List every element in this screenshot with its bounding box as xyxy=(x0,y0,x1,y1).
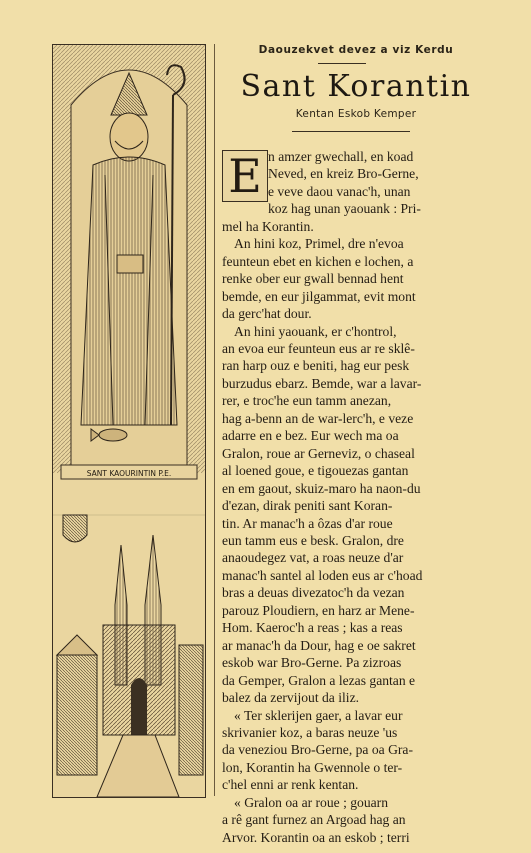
divider-short xyxy=(318,63,366,64)
text-line: « Ter sklerijen gaer, a lavar eur xyxy=(234,707,403,723)
text-line: en em gaout, skuiz-maro ha naon-du xyxy=(222,480,421,496)
illustration-caption: SANT KAOURINTIN P.E. xyxy=(86,469,172,478)
text-line: eun tamm eus e besk. Gralon, dre xyxy=(222,532,404,548)
text-line: Gralon, roue ar Gerneviz, o chaseal xyxy=(222,445,415,461)
text-line: c'hel enni ar renk kentan. xyxy=(222,777,359,793)
article-body xyxy=(222,148,498,846)
text-line: parouz Ploudiern, en harz ar Mene- xyxy=(222,602,415,618)
text-line: An hini yaouank, er c'hontrol, xyxy=(234,323,397,339)
page-subtitle: Kentan Eskob Kemper xyxy=(295,108,417,120)
text-line: Neved, en kreiz Bro-Gerne, xyxy=(268,166,419,182)
drop-cap: E xyxy=(222,150,268,202)
text-line: manac'h santel al loden eus ar c'hoad xyxy=(222,567,423,583)
text-line: hag a-benn an de war-lerc'h, e veze xyxy=(222,410,414,426)
text-line: tin. Ar manac'h a ôzas d'ar roue xyxy=(222,515,393,531)
text-line: renke ober eur gwall bennad hent xyxy=(222,271,404,287)
text-line: balez da zervijout da iliz. xyxy=(222,690,360,706)
text-line: eskob war Bro-Gerne. Pa zizroas xyxy=(222,655,402,671)
text-line: mel ha Korantin. xyxy=(222,218,314,234)
text-line: an evoa eur feunteun eus ar re sklê- xyxy=(222,340,415,356)
text-line: rer, e troc'he eun tamm anezan, xyxy=(222,393,392,409)
text-line: An hini koz, Primel, dre n'evoa xyxy=(234,236,404,252)
text-line: lon, Korantin ha Gwennole o ter- xyxy=(222,759,403,775)
text-line: da gerc'hat dour. xyxy=(222,306,312,322)
text-line: adarre en e bez. Eur wech ma oa xyxy=(222,428,399,444)
text-line: ran harp ouz e beniti, hag eur pesk xyxy=(222,358,410,374)
column-divider xyxy=(214,44,215,796)
text-line: anaoudegez vat, a roas neuze d'ar xyxy=(222,550,404,566)
text-line: da veneziou Bro-Gerne, pa oa Gra- xyxy=(222,742,413,758)
text-line: n amzer gwechall, en koad xyxy=(268,149,414,164)
text-line: « Gralon oa ar roue ; gouarn xyxy=(234,794,389,810)
page-kicker: Daouzekvet devez a viz Kerdu xyxy=(258,44,454,56)
text-line: bras a deuas divezatoc'h da vezan xyxy=(222,585,405,601)
text-line: skrivanier koz, a baras neuze 'us xyxy=(222,724,398,740)
text-line: koz hag unan yaouank : Pri- xyxy=(268,201,421,217)
divider-mid xyxy=(292,131,410,132)
text-line: da Gemper, Gralon a lezas gantan e xyxy=(222,672,416,688)
text-line: feunteun ebet en kichen e lochen, a xyxy=(222,253,414,269)
text-line: d'ezan, dirak peniti sant Koran- xyxy=(222,498,393,514)
text-line: burzudus ebarz. Bemde, war a lavar- xyxy=(222,375,422,391)
text-line: a rê gant furnez an Argoad hag an xyxy=(222,812,406,828)
text-line: Hom. Kaeroc'h a reas ; kas a reas xyxy=(222,620,403,636)
illustration-panel xyxy=(52,44,206,798)
saint-engraving xyxy=(53,45,205,797)
text-line: Arvor. Korantin oa an eskob ; terri xyxy=(222,829,410,845)
text-line: al loened goue, e tigouezas gantan xyxy=(222,463,409,479)
text-line: e veve daou vanac'h, unan xyxy=(268,183,411,199)
text-line: bemde, en eur jilgammat, evit mont xyxy=(222,288,416,304)
page-title: Sant Korantin xyxy=(240,69,472,104)
text-line: ar manac'h da Dour, hag e oe sakret xyxy=(222,637,416,653)
